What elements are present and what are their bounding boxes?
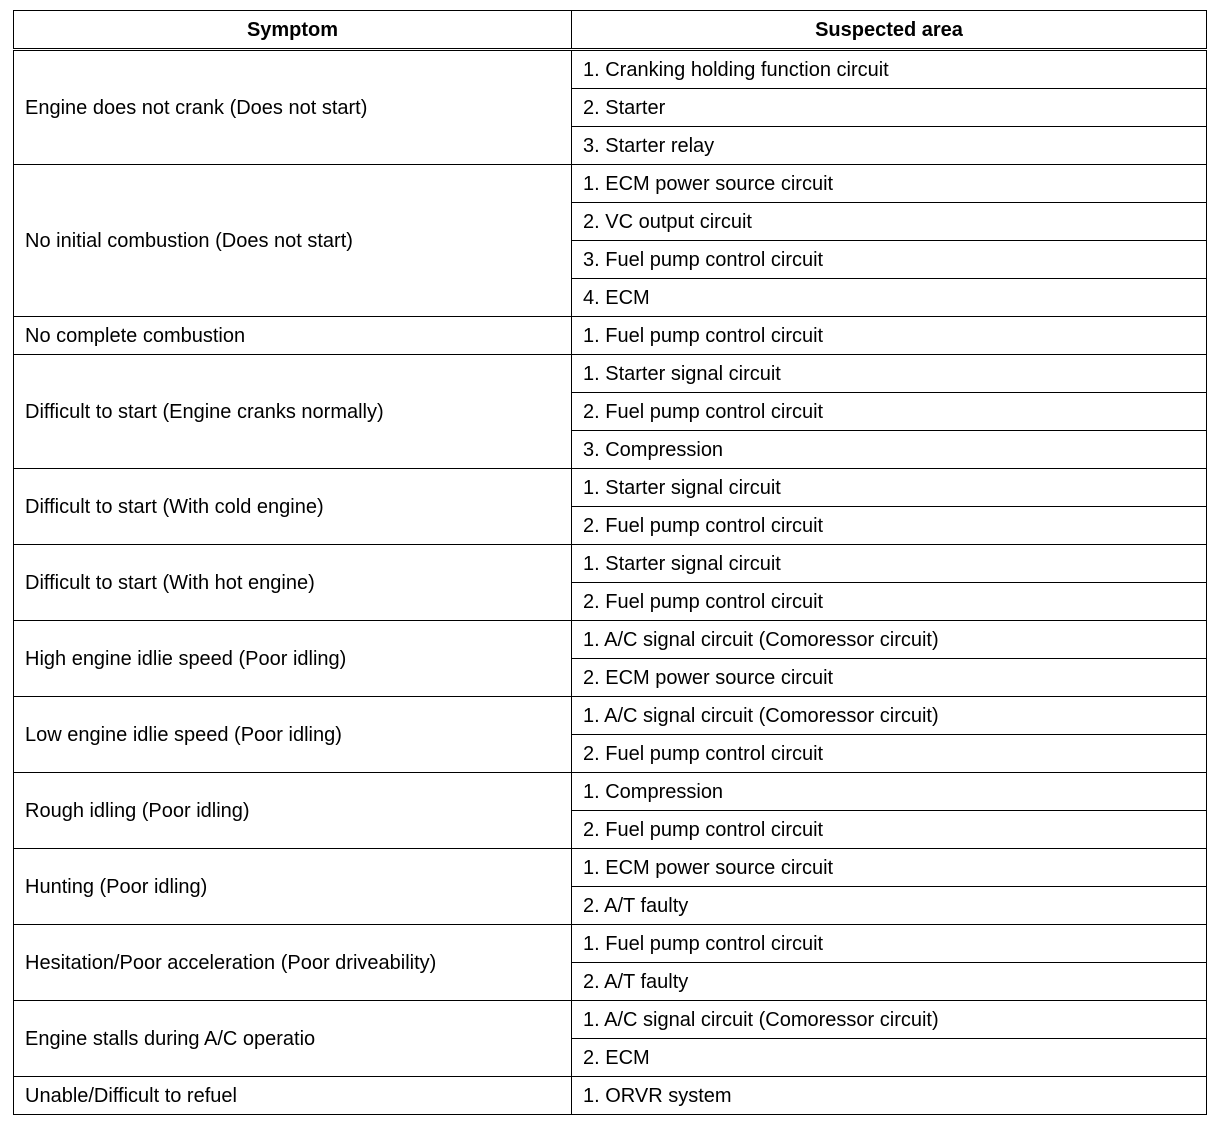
suspected-area-cell: 2. Fuel pump control circuit bbox=[572, 811, 1207, 849]
symptom-cell: Difficult to start (With hot engine) bbox=[14, 545, 572, 621]
table-row bbox=[14, 925, 1207, 963]
symptom-cell: Unable/Difficult to refuel bbox=[14, 1077, 572, 1115]
suspected-area-cell: 1. Starter signal circuit bbox=[572, 469, 1207, 507]
table-row bbox=[14, 1001, 1207, 1039]
suspected-area-cell: 2. VC output circuit bbox=[572, 203, 1207, 241]
suspected-area-cell: 3. Starter relay bbox=[572, 127, 1207, 165]
suspected-area-cell: 3. Compression bbox=[572, 431, 1207, 469]
suspected-area-cell: 1. Starter signal circuit bbox=[572, 355, 1207, 393]
table-row bbox=[14, 317, 1207, 355]
symptom-cell: Engine does not crank (Does not start) bbox=[14, 50, 572, 165]
symptom-cell: High engine idlie speed (Poor idling) bbox=[14, 621, 572, 697]
suspected-area-cell: 2. ECM bbox=[572, 1039, 1207, 1077]
table-row bbox=[14, 355, 1207, 393]
suspected-area-cell: 1. ORVR system bbox=[572, 1077, 1207, 1115]
suspected-area-cell: 2. Fuel pump control circuit bbox=[572, 393, 1207, 431]
suspected-area-cell: 1. Fuel pump control circuit bbox=[572, 317, 1207, 355]
suspected-area-cell: 2. ECM power source circuit bbox=[572, 659, 1207, 697]
symptom-cell: Hesitation/Poor acceleration (Poor driveability) bbox=[14, 925, 572, 1001]
table-row bbox=[14, 1077, 1207, 1115]
suspected-area-cell: 1. A/C signal circuit (Comoressor circuit) bbox=[572, 1001, 1207, 1039]
suspected-area-cell: 2. A/T faulty bbox=[572, 963, 1207, 1001]
suspected-area-cell: 2. Fuel pump control circuit bbox=[572, 507, 1207, 545]
symptom-cell: No complete combustion bbox=[14, 317, 572, 355]
table-row bbox=[14, 50, 1207, 89]
suspected-area-cell: 2. Fuel pump control circuit bbox=[572, 583, 1207, 621]
table-row bbox=[14, 697, 1207, 735]
suspected-area-cell: 1. Cranking holding function circuit bbox=[572, 50, 1207, 89]
symptom-cell: Rough idling (Poor idling) bbox=[14, 773, 572, 849]
symptom-header: Symptom bbox=[14, 11, 572, 50]
suspected-area-cell: 1. ECM power source circuit bbox=[572, 165, 1207, 203]
symptom-table bbox=[13, 10, 1207, 1115]
symptom-cell: Hunting (Poor idling) bbox=[14, 849, 572, 925]
table-row bbox=[14, 165, 1207, 203]
suspected-area-cell: 1. ECM power source circuit bbox=[572, 849, 1207, 887]
symptom-cell: Difficult to start (Engine cranks normally) bbox=[14, 355, 572, 469]
suspected-area-cell: 2. A/T faulty bbox=[572, 887, 1207, 925]
suspected-area-cell: 2. Fuel pump control circuit bbox=[572, 735, 1207, 773]
symptom-cell: No initial combustion (Does not start) bbox=[14, 165, 572, 317]
suspected-area-cell: 4. ECM bbox=[572, 279, 1207, 317]
symptom-cell: Difficult to start (With cold engine) bbox=[14, 469, 572, 545]
suspected-area-cell: 1. Starter signal circuit bbox=[572, 545, 1207, 583]
suspected-area-cell: 3. Fuel pump control circuit bbox=[572, 241, 1207, 279]
table-row bbox=[14, 545, 1207, 583]
table-body bbox=[14, 50, 1207, 1115]
table-row bbox=[14, 849, 1207, 887]
suspected-area-cell: 2. Starter bbox=[572, 89, 1207, 127]
symptom-cell: Low engine idlie speed (Poor idling) bbox=[14, 697, 572, 773]
suspected-area-header: Suspected area bbox=[572, 11, 1207, 50]
table-row bbox=[14, 469, 1207, 507]
suspected-area-cell: 1. Fuel pump control circuit bbox=[572, 925, 1207, 963]
suspected-area-cell: 1. A/C signal circuit (Comoressor circuit) bbox=[572, 621, 1207, 659]
suspected-area-cell: 1. A/C signal circuit (Comoressor circuit) bbox=[572, 697, 1207, 735]
header-row bbox=[14, 11, 1207, 50]
suspected-area-cell: 1. Compression bbox=[572, 773, 1207, 811]
table-row bbox=[14, 773, 1207, 811]
symptom-cell: Engine stalls during A/C operatio bbox=[14, 1001, 572, 1077]
table-row bbox=[14, 621, 1207, 659]
